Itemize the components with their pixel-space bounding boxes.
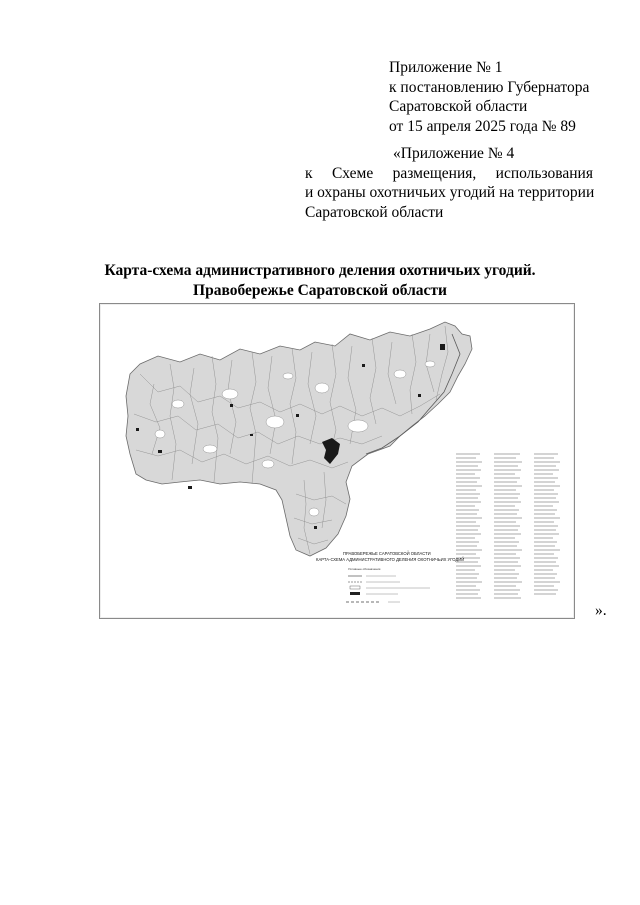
appendix-4-number: «Приложение № 4 bbox=[393, 145, 515, 162]
appendix-1-date: от 15 апреля 2025 года № 89 bbox=[389, 117, 576, 135]
closing-quote: ». bbox=[595, 602, 607, 619]
appendix-4-word: размещения, bbox=[392, 164, 477, 182]
region-outline bbox=[126, 322, 472, 556]
map-image bbox=[99, 303, 575, 619]
appendix-4-header bbox=[305, 144, 593, 222]
appendix-1-header bbox=[389, 58, 589, 136]
appendix-4-word: к bbox=[305, 164, 313, 182]
map-caption-2: КАРТА-СХЕМА АДМИНИСТРАТИВНОГО ДЕЛЕНИЯ ОХОТНИЧЬИХ УГОДИЙ bbox=[316, 557, 465, 562]
appendix-4-word: использования bbox=[495, 164, 593, 182]
map-caption-1: ПРАВОБЕРЕЖЬЕ САРАТОВСКОЙ ОБЛАСТИ bbox=[343, 551, 431, 556]
map-legend-list bbox=[456, 454, 560, 598]
appendix-1-resolution: к постановлению Губернатора bbox=[389, 78, 590, 96]
appendix-4-word: Схеме bbox=[331, 164, 374, 182]
appendix-1-region: Саратовской области bbox=[389, 98, 528, 115]
legend-column-2 bbox=[494, 454, 522, 598]
appendix-1-number: Приложение № 1 bbox=[389, 59, 503, 76]
document-title bbox=[0, 261, 640, 300]
document-title-line-1: Карта-схема административного деления охотничьих угодий. bbox=[104, 262, 536, 279]
map-drawing bbox=[100, 304, 574, 618]
legend-column-1 bbox=[456, 454, 482, 598]
map-legend-symbols bbox=[346, 576, 430, 602]
document-title-line-2: Правобережье Саратовской области bbox=[193, 281, 447, 299]
legend-column-3 bbox=[534, 454, 560, 594]
appendix-4-protection-line: и охраны охотничьих угодий на территории bbox=[305, 184, 595, 201]
appendix-4-scheme-line bbox=[305, 164, 593, 184]
map-legend-heading: Условные обозначения bbox=[348, 567, 381, 571]
appendix-4-region-line: Саратовской области bbox=[305, 203, 444, 221]
